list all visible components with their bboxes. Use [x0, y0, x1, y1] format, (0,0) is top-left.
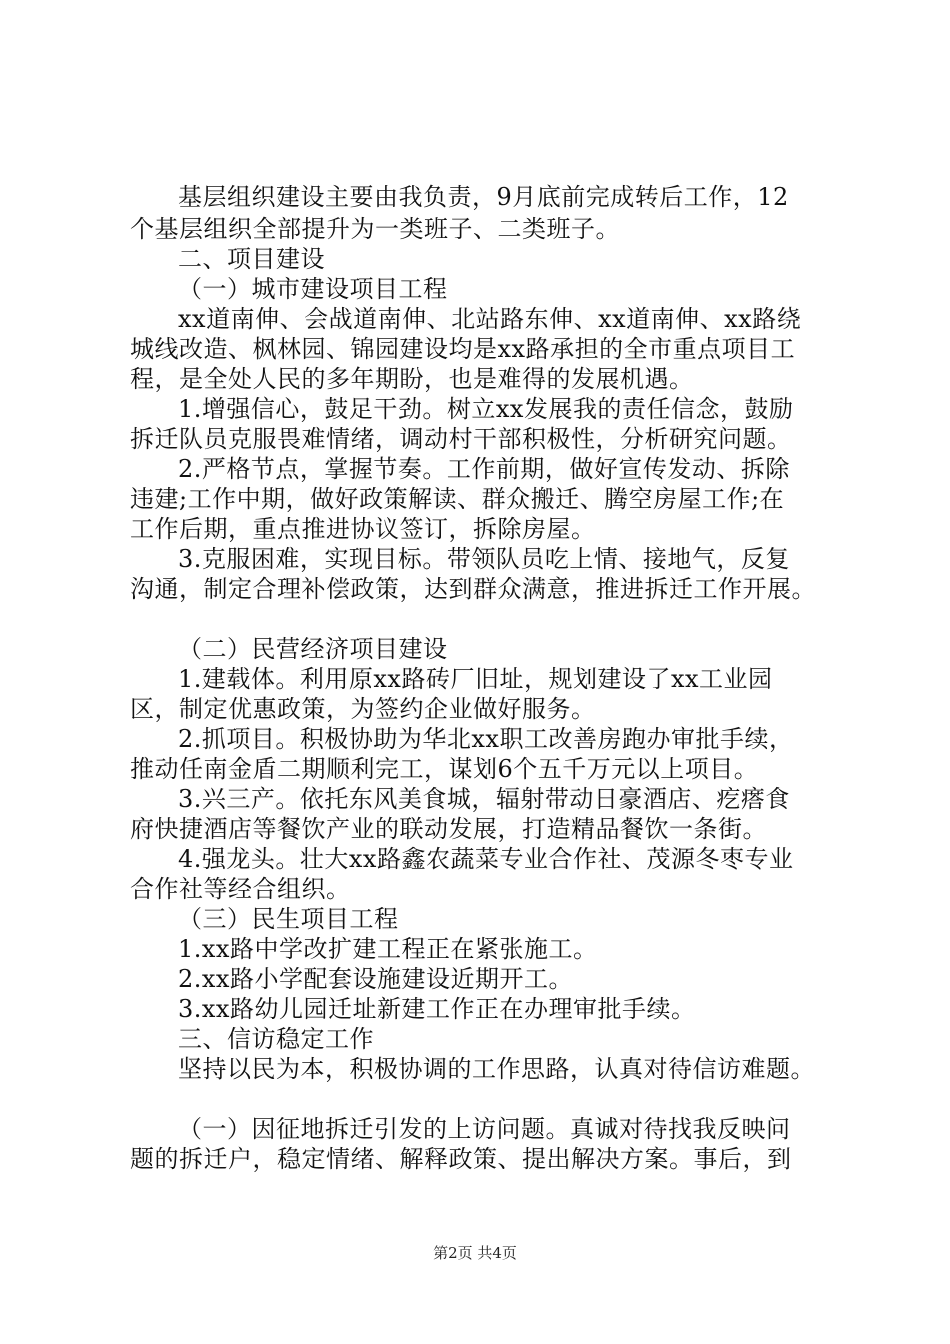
paragraph-line: 程，是全处人民的多年期盼，也是难得的发展机遇。 — [130, 365, 694, 393]
paragraph-line: 3.兴三产。依托东风美食城，辐射带动日豪酒店、疙瘩食 — [178, 785, 790, 813]
paragraph-line: 沟通，制定合理补偿政策，达到群众满意，推进拆迁工作开展。 — [130, 575, 816, 603]
paragraph-line: 1.xx路中学改扩建工程正在紧张施工。 — [178, 935, 598, 963]
paragraph-line: 4.强龙头。壮大xx路鑫农蔬菜专业合作社、茂源冬枣专业 — [178, 845, 794, 873]
paragraph-line: 推动任南金盾二期顺利完工，谋划6个五千万元以上项目。 — [130, 755, 759, 783]
paragraph-line: 区，制定优惠政策，为签约企业做好服务。 — [130, 695, 596, 723]
paragraph-line: 府快捷酒店等餐饮产业的联动发展，打造精品餐饮一条街。 — [130, 815, 767, 843]
paragraph-line: 2.严格节点，掌握节奏。工作前期，做好宣传发动、拆除 — [178, 455, 790, 483]
paragraph-line: 1.增强信心，鼓足干劲。树立xx发展我的责任信念，鼓励 — [178, 395, 794, 423]
paragraph-line: 3.克服困难，实现目标。带领队员吃上情、接地气，反复 — [178, 545, 790, 573]
paragraph-line: 3.xx路幼儿园迁址新建工作正在办理审批手续。 — [178, 995, 696, 1023]
paragraph-line: 个基层组织全部提升为一类班子、二类班子。 — [130, 215, 620, 243]
section-heading: 二、项目建设 — [178, 245, 325, 273]
paragraph-line: xx道南伸、会战道南伸、北站路东伸、xx道南伸、xx路绕 — [178, 305, 802, 333]
paragraph-line: 拆迁队员克服畏难情绪，调动村干部积极性，分析研究问题。 — [130, 425, 792, 453]
paragraph-line: 题的拆迁户，稳定情绪、解释政策、提出解决方案。事后，到 — [130, 1145, 792, 1173]
paragraph-line: （一）因征地拆迁引发的上访问题。真诚对待找我反映问 — [178, 1115, 791, 1143]
subsection-heading: （二）民营经济项目建设 — [178, 635, 448, 663]
subsection-heading: （三）民生项目工程 — [178, 905, 399, 933]
paragraph-line: 合作社等经合组织。 — [130, 875, 351, 903]
paragraph-line: 城线改造、枫林园、锦园建设均是xx路承担的全市重点项目工 — [130, 335, 796, 363]
paragraph-line: 基层组织建设主要由我负责，9月底前完成转后工作，12 — [178, 183, 789, 211]
paragraph-line: 工作后期，重点推进协议签订，拆除房屋。 — [130, 515, 596, 543]
paragraph-line: 坚持以民为本，积极协调的工作思路，认真对待信访难题。 — [178, 1055, 815, 1083]
subsection-heading: （一）城市建设项目工程 — [178, 275, 448, 303]
paragraph-line: 违建;工作中期，做好政策解读、群众搬迁、腾空房屋工作;在 — [130, 485, 785, 513]
page-number-footer: 第2页 共4页 — [433, 1244, 517, 1262]
paragraph-line: 2.抓项目。积极协助为华北xx职工改善房跑办审批手续， — [178, 725, 794, 753]
section-heading: 三、信访稳定工作 — [178, 1025, 374, 1053]
paragraph-line: 1.建载体。利用原xx路砖厂旧址，规划建设了xx工业园 — [178, 665, 773, 693]
paragraph-line: 2.xx路小学配套设施建设近期开工。 — [178, 965, 573, 993]
